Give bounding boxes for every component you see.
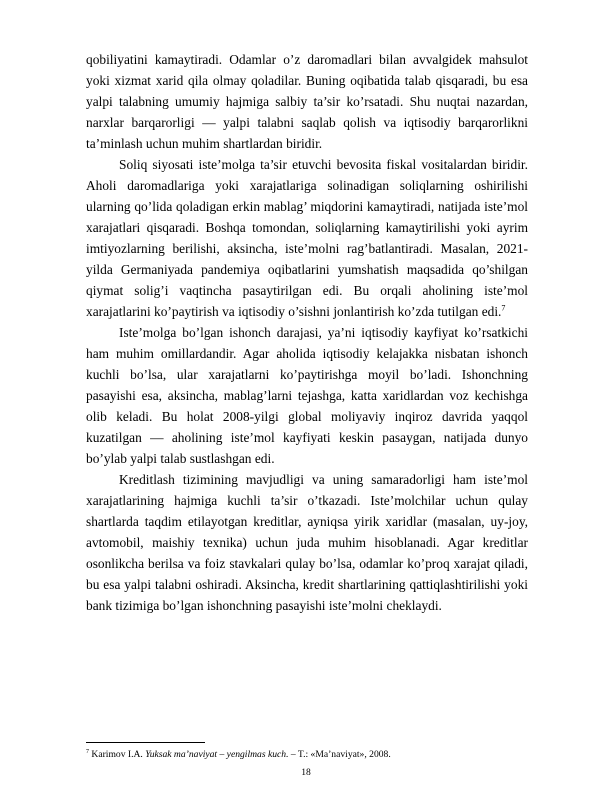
page-number: 18	[301, 767, 311, 778]
paragraph-4: Kreditlash tizimining mavjudligi va uning samaradorligi ham iste’mol xarajatlarining hajmiga kuchli ta’sir o’tkazadi. Iste’molchilar uchun qulay shartlarda taqdim etilayotgan kreditlar, ayniqsa yirik xaridlar (masalan, uy-joy, avtomobil, maishiy texnika) uchun juda muhim hisoblanadi. Agar kreditlar osonlikcha berilsa va foiz stavkalari qulay bo’lsa, odamlar ko’proq xarajat qiladi, bu esa yalpi talabni oshiradi. Aksincha, kredit shartlarining qattiqlashtirilishi yoki bank tizimiga bo’lgan ishonchning pasayishi iste’molni cheklaydi.	[86, 472, 528, 613]
paragraph-2	[86, 154, 528, 322]
footnote-author: Karimov I.A.	[91, 749, 146, 760]
footnote-reference: 7	[501, 303, 506, 313]
footnote-publisher: – T.: «Ma’naviyat», 2008.	[288, 749, 391, 760]
page-body	[86, 49, 528, 616]
paragraph-2-text: Soliq siyosati iste’molga ta’sir etuvchi bevosita fiskal vositalardan biridir. Aholi daromadlariga yoki xarajatlariga solinadigan soliqlarning oshirilishi ularning qo’lida qoladigan erkin mablag’ miqdorini kamaytiradi, natijada iste’mol xarajatlari qisqaradi. Boshqa tomondan, soliqlarning kamaytirilishi yoki ayrim imtiyozlarning berilishi, aksincha, iste’molni rag’batlantiradi. Masalan, 2021-yilda Germaniyada pandemiya oqibatlarini yumshatish maqsadida qo’shilgan qiymat solig’i vaqtincha pasaytirilgan edi. Bu orqali aholining iste’mol xarajatlarini ko’paytirish va iqtisodiy o’sishni jonlantirish ko’zda tutilgan edi.	[86, 157, 528, 319]
paragraph-3: Iste’molga bo’lgan ishonch darajasi, ya’ni iqtisodiy kayfiyat ko’rsatkichi ham muhim omillardandir. Agar aholida iqtisodiy kelajakka nisbatan ishonch kuchli bo’lsa, ular xarajatlarni ko’paytirishga moyil bo’ladi. Ishonchning pasayishi esa, aksincha, mablag’larni tejashga, katta xaridlardan voz kechishga olib keladi. Bu holat 2008-yilgi global moliyaviy inqiroz davrida yaqqol kuzatilgan — aholining iste’mol kayfiyati keskin pasaygan, natijada dunyo bo’ylab yalpi talab sustlashgan edi.	[86, 325, 528, 466]
footnote-number: 7	[86, 748, 89, 755]
footnote-title: Yuksak ma’naviyat – yengilmas kuch.	[145, 749, 289, 760]
footnote-separator	[86, 742, 205, 743]
footnote	[86, 749, 528, 761]
paragraph-1: qobiliyatini kamaytiradi. Odamlar o’z daromadlari bilan avvalgidek mahsulot yoki xizmat xarid qila olmay qoladilar. Buning oqibatida talab qisqaradi, bu esa yalpi talabning umumiy hajmiga salbiy ta’sir ko’rsatadi. Shu nuqtai nazardan, narxlar barqarorligi — yalpi talabni saqlab qolish va iqtisodiy barqarorlikni ta’minlash uchun muhim shartlardan biridir.	[86, 52, 528, 151]
